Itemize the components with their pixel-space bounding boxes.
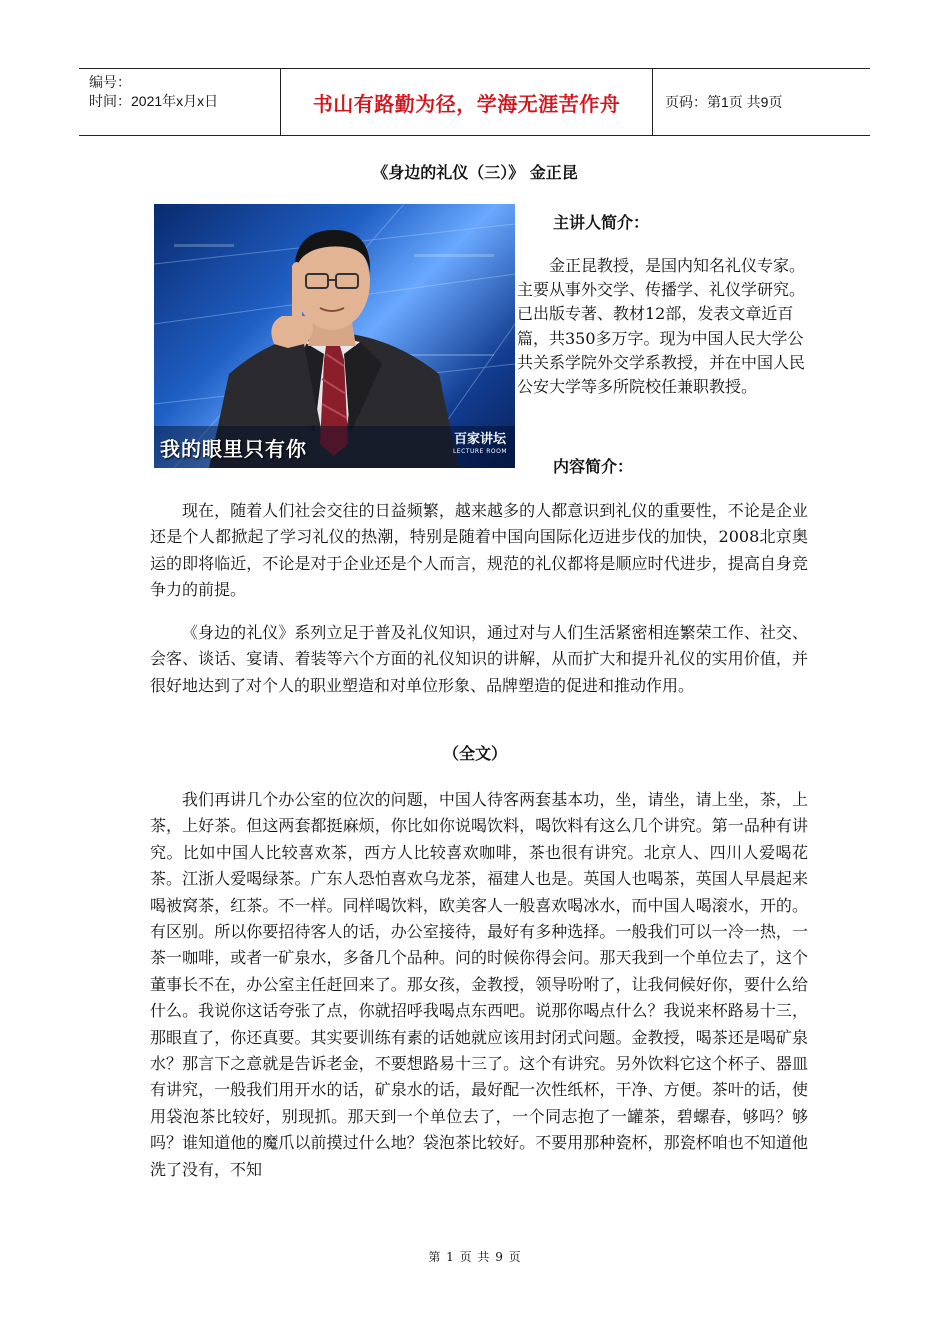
fulltext-paragraph: 我们再讲几个办公室的位次的问题，中国人待客两套基本功，坐，请坐，请上坐，茶，上茶，上好茶。但这两套都挺麻烦，你比如你说喝饮料，喝饮料有这么几个讲究。第一品种有讲究。比如中国人比较喜欢茶，西方人比较喜欢咖啡，茶也很有讲究。北京人、四川人爱喝花茶。江浙人爱喝绿茶。广东人恐怕喜欢乌龙茶，福建人也是。英国人也喝茶，英国人早晨起来喝被窝茶，红茶。不一样。同样喝饮料，欧美客人一般喜欢喝冰水，而中国人喝滚水，开的。有区别。所以你要招待客人的话，办公室接待，最好有多种选择。一般我们可以一冷一热，一茶一咖啡，或者一矿泉水，多备几个品种。问的时候你得会问。那天我到一个单位去了，这个董事长不在，办公室主任赶回来了。那女孩，金教授，领导吩咐了，让我伺候好你，要什么给什么。我说你这话夸张了点，你就招呼我喝点东西吧。说那你喝点什么？我说来杯路易十三，那眼直了，你还真要。其实要训练有素的话她就应该用封闭式问题。金教授，喝茶还是喝矿泉水？那言下之意就是告诉老金，不要想路易十三了。这个有讲究。另外饮料它这个杯子、器皿有讲究，一般我们用开水的话，矿泉水的话，最好配一次性纸杯，干净、方便。茶叶的话，使用袋泡茶比较好，别现抓。那天到一个单位去了，一个同志抱了一罐茶，碧螺春，够吗？够吗？谁知道他的魔爪以前摸过什么地？袋泡茶比较好。不要用那种瓷杯，那瓷杯咱也不知道他洗了没有，不知 [150,790,808,1179]
header-page-number: 页码：第1页 共9页 [665,94,783,110]
photo-caption: 我的眼里只有你 [160,437,307,461]
speaker-photo [154,204,515,468]
page-footer: 第 1 页 共 9 页 [428,1250,522,1264]
document-header [79,68,870,136]
logo-text: 百家讲坛 [453,432,506,447]
logo-subtext: LECTURE ROOM [452,448,507,455]
header-meta [79,69,281,135]
header-date: 时间：2021年x月x日 [89,93,219,109]
content-heading: 内容简介： [553,457,634,476]
speaker-heading: 主讲人简介： [553,213,650,232]
program-logo [453,434,507,458]
fulltext-heading: （全文） [442,744,507,763]
document-title: 《身边的礼仪（三）》 金正昆 [372,163,578,182]
content-paragraph-2: 《身边的礼仪》系列立足于普及礼仪知识，通过对与人们生活紧密相连繁荣工作、社交、会客、谈话、宴请、着装等六个方面的礼仪知识的讲解，从而扩大和提升礼仪的实用价值，并很好地达到了对个人的职业塑造和对单位形象、品牌塑造的促进和推动作用。 [150,623,808,695]
speaker-bio: 金正昆教授，是国内知名礼仪专家。主要从事外交学、传播学、礼仪学研究。已出版专著、教材12部，发表文章近百篇，共350多万字。现为中国人民大学公共关系学院外交学系教授，并在中国人民公安大学等多所院校任兼职教授。 [517,256,806,397]
header-number: 编号： [89,74,131,90]
content-paragraph-1: 现在，随着人们社会交往的日益频繁，越来越多的人都意识到礼仪的重要性，不论是企业还是个人都掀起了学习礼仪的热潮，特别是随着中国向国际化迈进步伐的加快，2008北京奥运的即将临近，不论是对于企业还是个人而言，规范的礼仪都将是顺应时代进步，提高自身竞争力的前提。 [150,501,808,600]
header-motto: 书山有路勤为径，学海无涯苦作舟 [281,69,653,135]
